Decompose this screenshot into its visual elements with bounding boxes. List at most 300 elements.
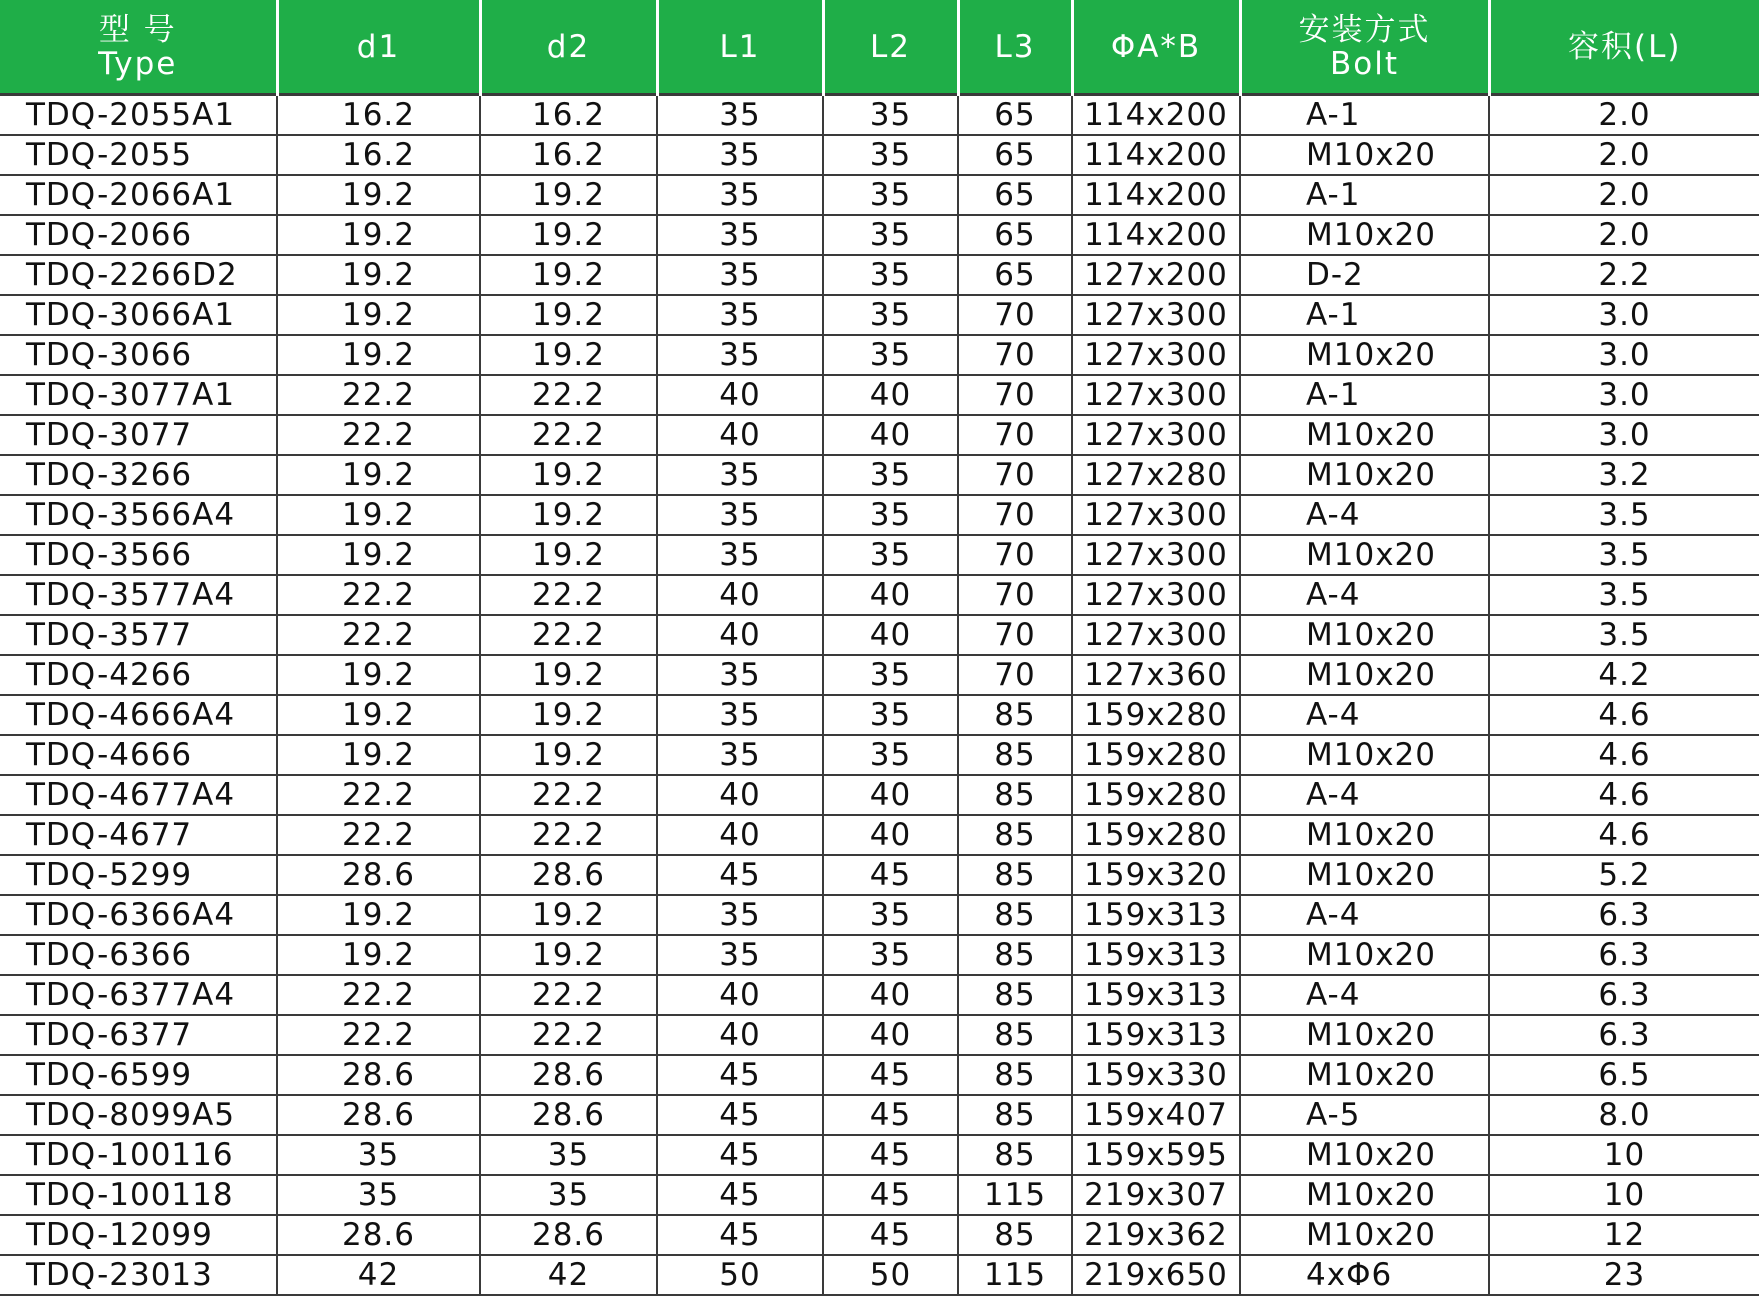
- cell-l1: 35: [657, 655, 823, 695]
- cell-volume: 3.0: [1489, 375, 1759, 415]
- cell-l2: 40: [823, 615, 958, 655]
- table-row: [0, 975, 1759, 1015]
- cell-l1: 40: [657, 1015, 823, 1055]
- table-row: [0, 95, 1759, 136]
- header-volume: [1489, 0, 1759, 95]
- cell-volume: 3.5: [1489, 615, 1759, 655]
- cell-l3: 70: [958, 415, 1072, 455]
- cell-size: 127x300: [1072, 575, 1240, 615]
- cell-size: 159x313: [1072, 935, 1240, 975]
- cell-d1: 19.2: [277, 735, 480, 775]
- cell-size: 159x320: [1072, 855, 1240, 895]
- cell-bolt: M10x20: [1240, 455, 1489, 495]
- table-row: [0, 1095, 1759, 1135]
- cell-l2: 35: [823, 215, 958, 255]
- cell-size: 159x313: [1072, 975, 1240, 1015]
- cell-d1: 16.2: [277, 95, 480, 136]
- cell-l3: 85: [958, 695, 1072, 735]
- cell-bolt: A-4: [1240, 695, 1489, 735]
- cell-l1: 35: [657, 135, 823, 175]
- cell-l2: 40: [823, 375, 958, 415]
- cell-l1: 35: [657, 95, 823, 136]
- cell-volume: 6.3: [1489, 935, 1759, 975]
- cell-l2: 35: [823, 695, 958, 735]
- cell-volume: 10: [1489, 1135, 1759, 1175]
- cell-l1: 45: [657, 1175, 823, 1215]
- cell-bolt: A-4: [1240, 975, 1489, 1015]
- cell-bolt: A-4: [1240, 775, 1489, 815]
- cell-l2: 35: [823, 135, 958, 175]
- cell-l1: 45: [657, 1135, 823, 1175]
- cell-volume: 6.3: [1489, 1015, 1759, 1055]
- cell-l1: 40: [657, 775, 823, 815]
- cell-l3: 65: [958, 215, 1072, 255]
- cell-volume: 3.0: [1489, 295, 1759, 335]
- table-row: [0, 575, 1759, 615]
- header-d2-label: d2: [546, 28, 591, 65]
- cell-size: 127x300: [1072, 495, 1240, 535]
- cell-size: 159x595: [1072, 1135, 1240, 1175]
- table-row: [0, 455, 1759, 495]
- cell-l3: 85: [958, 1135, 1072, 1175]
- cell-l2: 35: [823, 455, 958, 495]
- cell-l3: 70: [958, 335, 1072, 375]
- cell-bolt: M10x20: [1240, 1055, 1489, 1095]
- cell-l1: 35: [657, 335, 823, 375]
- cell-d2: 42: [480, 1255, 657, 1295]
- cell-d2: 22.2: [480, 415, 657, 455]
- cell-l1: 35: [657, 215, 823, 255]
- cell-size: 159x313: [1072, 1015, 1240, 1055]
- cell-type: TDQ-3066: [0, 335, 277, 375]
- cell-l3: 70: [958, 375, 1072, 415]
- cell-d1: 28.6: [277, 1095, 480, 1135]
- table-row: [0, 535, 1759, 575]
- cell-volume: 3.5: [1489, 575, 1759, 615]
- cell-l2: 35: [823, 255, 958, 295]
- table-row: [0, 1015, 1759, 1055]
- cell-d1: 19.2: [277, 535, 480, 575]
- table-row: [0, 215, 1759, 255]
- cell-type: TDQ-5299: [0, 855, 277, 895]
- header-bolt: [1240, 0, 1489, 95]
- cell-bolt: M10x20: [1240, 535, 1489, 575]
- cell-type: TDQ-2066A1: [0, 175, 277, 215]
- cell-size: 127x300: [1072, 375, 1240, 415]
- header-d2: [480, 0, 657, 95]
- cell-size: 127x300: [1072, 615, 1240, 655]
- table-row: [0, 735, 1759, 775]
- cell-d1: 22.2: [277, 815, 480, 855]
- cell-l2: 40: [823, 1015, 958, 1055]
- cell-d2: 35: [480, 1175, 657, 1215]
- cell-size: 114x200: [1072, 95, 1240, 136]
- cell-bolt: M10x20: [1240, 1175, 1489, 1215]
- cell-d2: 19.2: [480, 935, 657, 975]
- cell-d1: 22.2: [277, 375, 480, 415]
- cell-bolt: M10x20: [1240, 815, 1489, 855]
- cell-size: 159x280: [1072, 815, 1240, 855]
- cell-d1: 35: [277, 1175, 480, 1215]
- cell-type: TDQ-3566A4: [0, 495, 277, 535]
- table-row: [0, 1215, 1759, 1255]
- cell-d1: 19.2: [277, 455, 480, 495]
- cell-l1: 35: [657, 175, 823, 215]
- cell-size: 219x362: [1072, 1215, 1240, 1255]
- cell-l2: 35: [823, 295, 958, 335]
- table-row: [0, 175, 1759, 215]
- table-row: [0, 135, 1759, 175]
- cell-l1: 50: [657, 1255, 823, 1295]
- cell-type: TDQ-6599: [0, 1055, 277, 1095]
- cell-d1: 19.2: [277, 175, 480, 215]
- cell-d2: 22.2: [480, 975, 657, 1015]
- cell-size: 114x200: [1072, 215, 1240, 255]
- cell-size: 159x407: [1072, 1095, 1240, 1135]
- cell-type: TDQ-100116: [0, 1135, 277, 1175]
- cell-l1: 35: [657, 895, 823, 935]
- cell-size: 219x307: [1072, 1175, 1240, 1215]
- cell-l3: 85: [958, 975, 1072, 1015]
- cell-size: 127x300: [1072, 535, 1240, 575]
- cell-type: TDQ-100118: [0, 1175, 277, 1215]
- cell-d2: 28.6: [480, 1215, 657, 1255]
- cell-type: TDQ-6366: [0, 935, 277, 975]
- header-type-zh: 型 号: [98, 11, 177, 48]
- cell-d2: 22.2: [480, 815, 657, 855]
- cell-volume: 3.0: [1489, 335, 1759, 375]
- cell-l3: 65: [958, 255, 1072, 295]
- cell-type: TDQ-3077: [0, 415, 277, 455]
- cell-volume: 6.5: [1489, 1055, 1759, 1095]
- cell-d2: 22.2: [480, 575, 657, 615]
- header-d1: [277, 0, 480, 95]
- cell-d2: 35: [480, 1135, 657, 1175]
- cell-l3: 85: [958, 895, 1072, 935]
- cell-type: TDQ-3266: [0, 455, 277, 495]
- cell-volume: 3.2: [1489, 455, 1759, 495]
- cell-size: 127x280: [1072, 455, 1240, 495]
- cell-l2: 45: [823, 1215, 958, 1255]
- cell-l3: 85: [958, 815, 1072, 855]
- cell-d1: 16.2: [277, 135, 480, 175]
- cell-d1: 19.2: [277, 215, 480, 255]
- cell-type: TDQ-2066: [0, 215, 277, 255]
- cell-volume: 5.2: [1489, 855, 1759, 895]
- cell-size: 159x280: [1072, 695, 1240, 735]
- cell-type: TDQ-6366A4: [0, 895, 277, 935]
- cell-type: TDQ-3066A1: [0, 295, 277, 335]
- cell-l2: 35: [823, 335, 958, 375]
- cell-d1: 22.2: [277, 615, 480, 655]
- cell-l3: 70: [958, 295, 1072, 335]
- cell-d1: 19.2: [277, 935, 480, 975]
- cell-l1: 40: [657, 415, 823, 455]
- table-row: [0, 1255, 1759, 1295]
- header-type-en: Type: [98, 45, 178, 82]
- header-row: [0, 0, 1759, 95]
- cell-d2: 19.2: [480, 655, 657, 695]
- header-l2-label: L2: [870, 28, 911, 65]
- cell-volume: 23: [1489, 1255, 1759, 1295]
- cell-d2: 22.2: [480, 615, 657, 655]
- table-row: [0, 935, 1759, 975]
- cell-bolt: M10x20: [1240, 335, 1489, 375]
- cell-l3: 70: [958, 495, 1072, 535]
- cell-type: TDQ-3566: [0, 535, 277, 575]
- cell-type: TDQ-3077A1: [0, 375, 277, 415]
- cell-volume: 2.0: [1489, 215, 1759, 255]
- cell-l3: 85: [958, 1055, 1072, 1095]
- cell-type: TDQ-4666A4: [0, 695, 277, 735]
- cell-bolt: A-5: [1240, 1095, 1489, 1135]
- cell-type: TDQ-3577: [0, 615, 277, 655]
- cell-l2: 40: [823, 775, 958, 815]
- cell-size: 159x280: [1072, 775, 1240, 815]
- cell-d1: 19.2: [277, 495, 480, 535]
- cell-volume: 4.6: [1489, 735, 1759, 775]
- cell-l3: 65: [958, 135, 1072, 175]
- header-l3-label: L3: [994, 28, 1036, 65]
- cell-l3: 85: [958, 1215, 1072, 1255]
- cell-l2: 35: [823, 895, 958, 935]
- cell-size: 219x650: [1072, 1255, 1240, 1295]
- cell-d2: 19.2: [480, 535, 657, 575]
- cell-l1: 45: [657, 855, 823, 895]
- cell-d2: 19.2: [480, 695, 657, 735]
- cell-l3: 115: [958, 1175, 1072, 1215]
- cell-l3: 70: [958, 615, 1072, 655]
- cell-l3: 85: [958, 1015, 1072, 1055]
- cell-d1: 42: [277, 1255, 480, 1295]
- cell-d2: 19.2: [480, 455, 657, 495]
- cell-type: TDQ-6377: [0, 1015, 277, 1055]
- cell-type: TDQ-8099A5: [0, 1095, 277, 1135]
- cell-type: TDQ-12099: [0, 1215, 277, 1255]
- cell-d1: 22.2: [277, 775, 480, 815]
- cell-d1: 22.2: [277, 975, 480, 1015]
- cell-l2: 45: [823, 1055, 958, 1095]
- cell-l3: 70: [958, 655, 1072, 695]
- cell-volume: 4.6: [1489, 815, 1759, 855]
- cell-d1: 19.2: [277, 335, 480, 375]
- cell-d2: 19.2: [480, 255, 657, 295]
- cell-bolt: 4xΦ6: [1240, 1255, 1489, 1295]
- cell-type: TDQ-2055A1: [0, 95, 277, 136]
- cell-d2: 22.2: [480, 775, 657, 815]
- cell-l2: 35: [823, 495, 958, 535]
- cell-volume: 2.0: [1489, 95, 1759, 136]
- table-row: [0, 1135, 1759, 1175]
- table-row: [0, 655, 1759, 695]
- cell-bolt: A-1: [1240, 295, 1489, 335]
- cell-l3: 70: [958, 575, 1072, 615]
- cell-volume: 3.5: [1489, 535, 1759, 575]
- header-l2: [823, 0, 958, 95]
- cell-l2: 35: [823, 655, 958, 695]
- cell-type: TDQ-4666: [0, 735, 277, 775]
- header-d1-label: d1: [356, 28, 401, 65]
- cell-d2: 28.6: [480, 1095, 657, 1135]
- cell-l3: 70: [958, 455, 1072, 495]
- cell-l3: 85: [958, 855, 1072, 895]
- cell-bolt: M10x20: [1240, 935, 1489, 975]
- cell-type: TDQ-4677: [0, 815, 277, 855]
- cell-bolt: A-1: [1240, 95, 1489, 136]
- cell-type: TDQ-2055: [0, 135, 277, 175]
- cell-l1: 35: [657, 735, 823, 775]
- header-bolt-en: Bolt: [1329, 45, 1399, 82]
- cell-l1: 45: [657, 1215, 823, 1255]
- cell-type: TDQ-6377A4: [0, 975, 277, 1015]
- cell-l2: 45: [823, 1135, 958, 1175]
- cell-l1: 35: [657, 455, 823, 495]
- cell-bolt: M10x20: [1240, 1215, 1489, 1255]
- cell-bolt: M10x20: [1240, 1135, 1489, 1175]
- header-l1-label: L1: [719, 28, 761, 65]
- cell-type: TDQ-4677A4: [0, 775, 277, 815]
- table-row: [0, 335, 1759, 375]
- cell-volume: 6.3: [1489, 895, 1759, 935]
- cell-volume: 3.5: [1489, 495, 1759, 535]
- cell-d2: 19.2: [480, 295, 657, 335]
- cell-d1: 19.2: [277, 655, 480, 695]
- cell-volume: 2.0: [1489, 175, 1759, 215]
- table-row: [0, 255, 1759, 295]
- cell-l2: 45: [823, 855, 958, 895]
- cell-l1: 40: [657, 575, 823, 615]
- cell-l1: 35: [657, 295, 823, 335]
- cell-d1: 28.6: [277, 855, 480, 895]
- cell-bolt: M10x20: [1240, 415, 1489, 455]
- cell-type: TDQ-3577A4: [0, 575, 277, 615]
- cell-d2: 22.2: [480, 375, 657, 415]
- cell-d1: 28.6: [277, 1215, 480, 1255]
- cell-size: 114x200: [1072, 175, 1240, 215]
- cell-l3: 85: [958, 775, 1072, 815]
- cell-bolt: M10x20: [1240, 735, 1489, 775]
- cell-volume: 2.0: [1489, 135, 1759, 175]
- cell-l3: 70: [958, 535, 1072, 575]
- cell-volume: 4.6: [1489, 695, 1759, 735]
- cell-l3: 115: [958, 1255, 1072, 1295]
- cell-d1: 35: [277, 1135, 480, 1175]
- cell-d2: 16.2: [480, 135, 657, 175]
- cell-l2: 45: [823, 1095, 958, 1135]
- cell-type: TDQ-4266: [0, 655, 277, 695]
- cell-size: 127x200: [1072, 255, 1240, 295]
- table-row: [0, 375, 1759, 415]
- cell-d2: 28.6: [480, 1055, 657, 1095]
- cell-l2: 35: [823, 735, 958, 775]
- cell-size: 127x300: [1072, 335, 1240, 375]
- table-row: [0, 695, 1759, 735]
- cell-l2: 35: [823, 935, 958, 975]
- cell-d1: 28.6: [277, 1055, 480, 1095]
- table-row: [0, 415, 1759, 455]
- cell-size: 127x360: [1072, 655, 1240, 695]
- cell-size: 127x300: [1072, 415, 1240, 455]
- cell-d2: 19.2: [480, 215, 657, 255]
- cell-l1: 35: [657, 695, 823, 735]
- cell-bolt: A-4: [1240, 575, 1489, 615]
- cell-d2: 19.2: [480, 495, 657, 535]
- cell-bolt: A-1: [1240, 175, 1489, 215]
- cell-d2: 19.2: [480, 895, 657, 935]
- cell-l3: 65: [958, 175, 1072, 215]
- cell-l1: 45: [657, 1095, 823, 1135]
- cell-volume: 4.6: [1489, 775, 1759, 815]
- cell-l2: 40: [823, 815, 958, 855]
- cell-type: TDQ-2266D2: [0, 255, 277, 295]
- header-bolt-zh: 安装方式: [1298, 11, 1431, 48]
- cell-type: TDQ-23013: [0, 1255, 277, 1295]
- cell-bolt: M10x20: [1240, 615, 1489, 655]
- cell-bolt: D-2: [1240, 255, 1489, 295]
- cell-l1: 35: [657, 935, 823, 975]
- cell-d2: 19.2: [480, 175, 657, 215]
- table-row: [0, 295, 1759, 335]
- cell-l3: 65: [958, 95, 1072, 136]
- cell-bolt: M10x20: [1240, 855, 1489, 895]
- cell-bolt: M10x20: [1240, 215, 1489, 255]
- cell-l3: 85: [958, 735, 1072, 775]
- cell-l2: 40: [823, 415, 958, 455]
- cell-l1: 40: [657, 615, 823, 655]
- cell-l1: 45: [657, 1055, 823, 1095]
- cell-l2: 40: [823, 575, 958, 615]
- cell-volume: 2.2: [1489, 255, 1759, 295]
- cell-size: 159x330: [1072, 1055, 1240, 1095]
- cell-l3: 85: [958, 935, 1072, 975]
- cell-l1: 40: [657, 975, 823, 1015]
- table-row: [0, 815, 1759, 855]
- cell-bolt: A-4: [1240, 895, 1489, 935]
- table-body: [0, 95, 1759, 1296]
- cell-bolt: M10x20: [1240, 1015, 1489, 1055]
- cell-size: 159x280: [1072, 735, 1240, 775]
- cell-volume: 12: [1489, 1215, 1759, 1255]
- cell-d1: 22.2: [277, 415, 480, 455]
- cell-volume: 10: [1489, 1175, 1759, 1215]
- cell-l2: 35: [823, 95, 958, 136]
- cell-l2: 35: [823, 535, 958, 575]
- cell-d2: 16.2: [480, 95, 657, 136]
- cell-l1: 35: [657, 535, 823, 575]
- header-volume-label: 容积(L): [1568, 28, 1682, 65]
- cell-volume: 8.0: [1489, 1095, 1759, 1135]
- cell-l2: 40: [823, 975, 958, 1015]
- cell-d1: 19.2: [277, 695, 480, 735]
- header-type: [0, 0, 277, 95]
- cell-bolt: M10x20: [1240, 135, 1489, 175]
- table-row: [0, 855, 1759, 895]
- cell-bolt: A-1: [1240, 375, 1489, 415]
- cell-size: 114x200: [1072, 135, 1240, 175]
- cell-volume: 4.2: [1489, 655, 1759, 695]
- cell-d1: 19.2: [277, 295, 480, 335]
- cell-l2: 35: [823, 175, 958, 215]
- header-size-label: ΦA*B: [1110, 28, 1202, 65]
- cell-l1: 35: [657, 495, 823, 535]
- cell-l1: 40: [657, 375, 823, 415]
- header-l1: [657, 0, 823, 95]
- cell-l3: 85: [958, 1095, 1072, 1135]
- cell-l2: 50: [823, 1255, 958, 1295]
- cell-d1: 22.2: [277, 575, 480, 615]
- cell-d2: 28.6: [480, 855, 657, 895]
- cell-l1: 35: [657, 255, 823, 295]
